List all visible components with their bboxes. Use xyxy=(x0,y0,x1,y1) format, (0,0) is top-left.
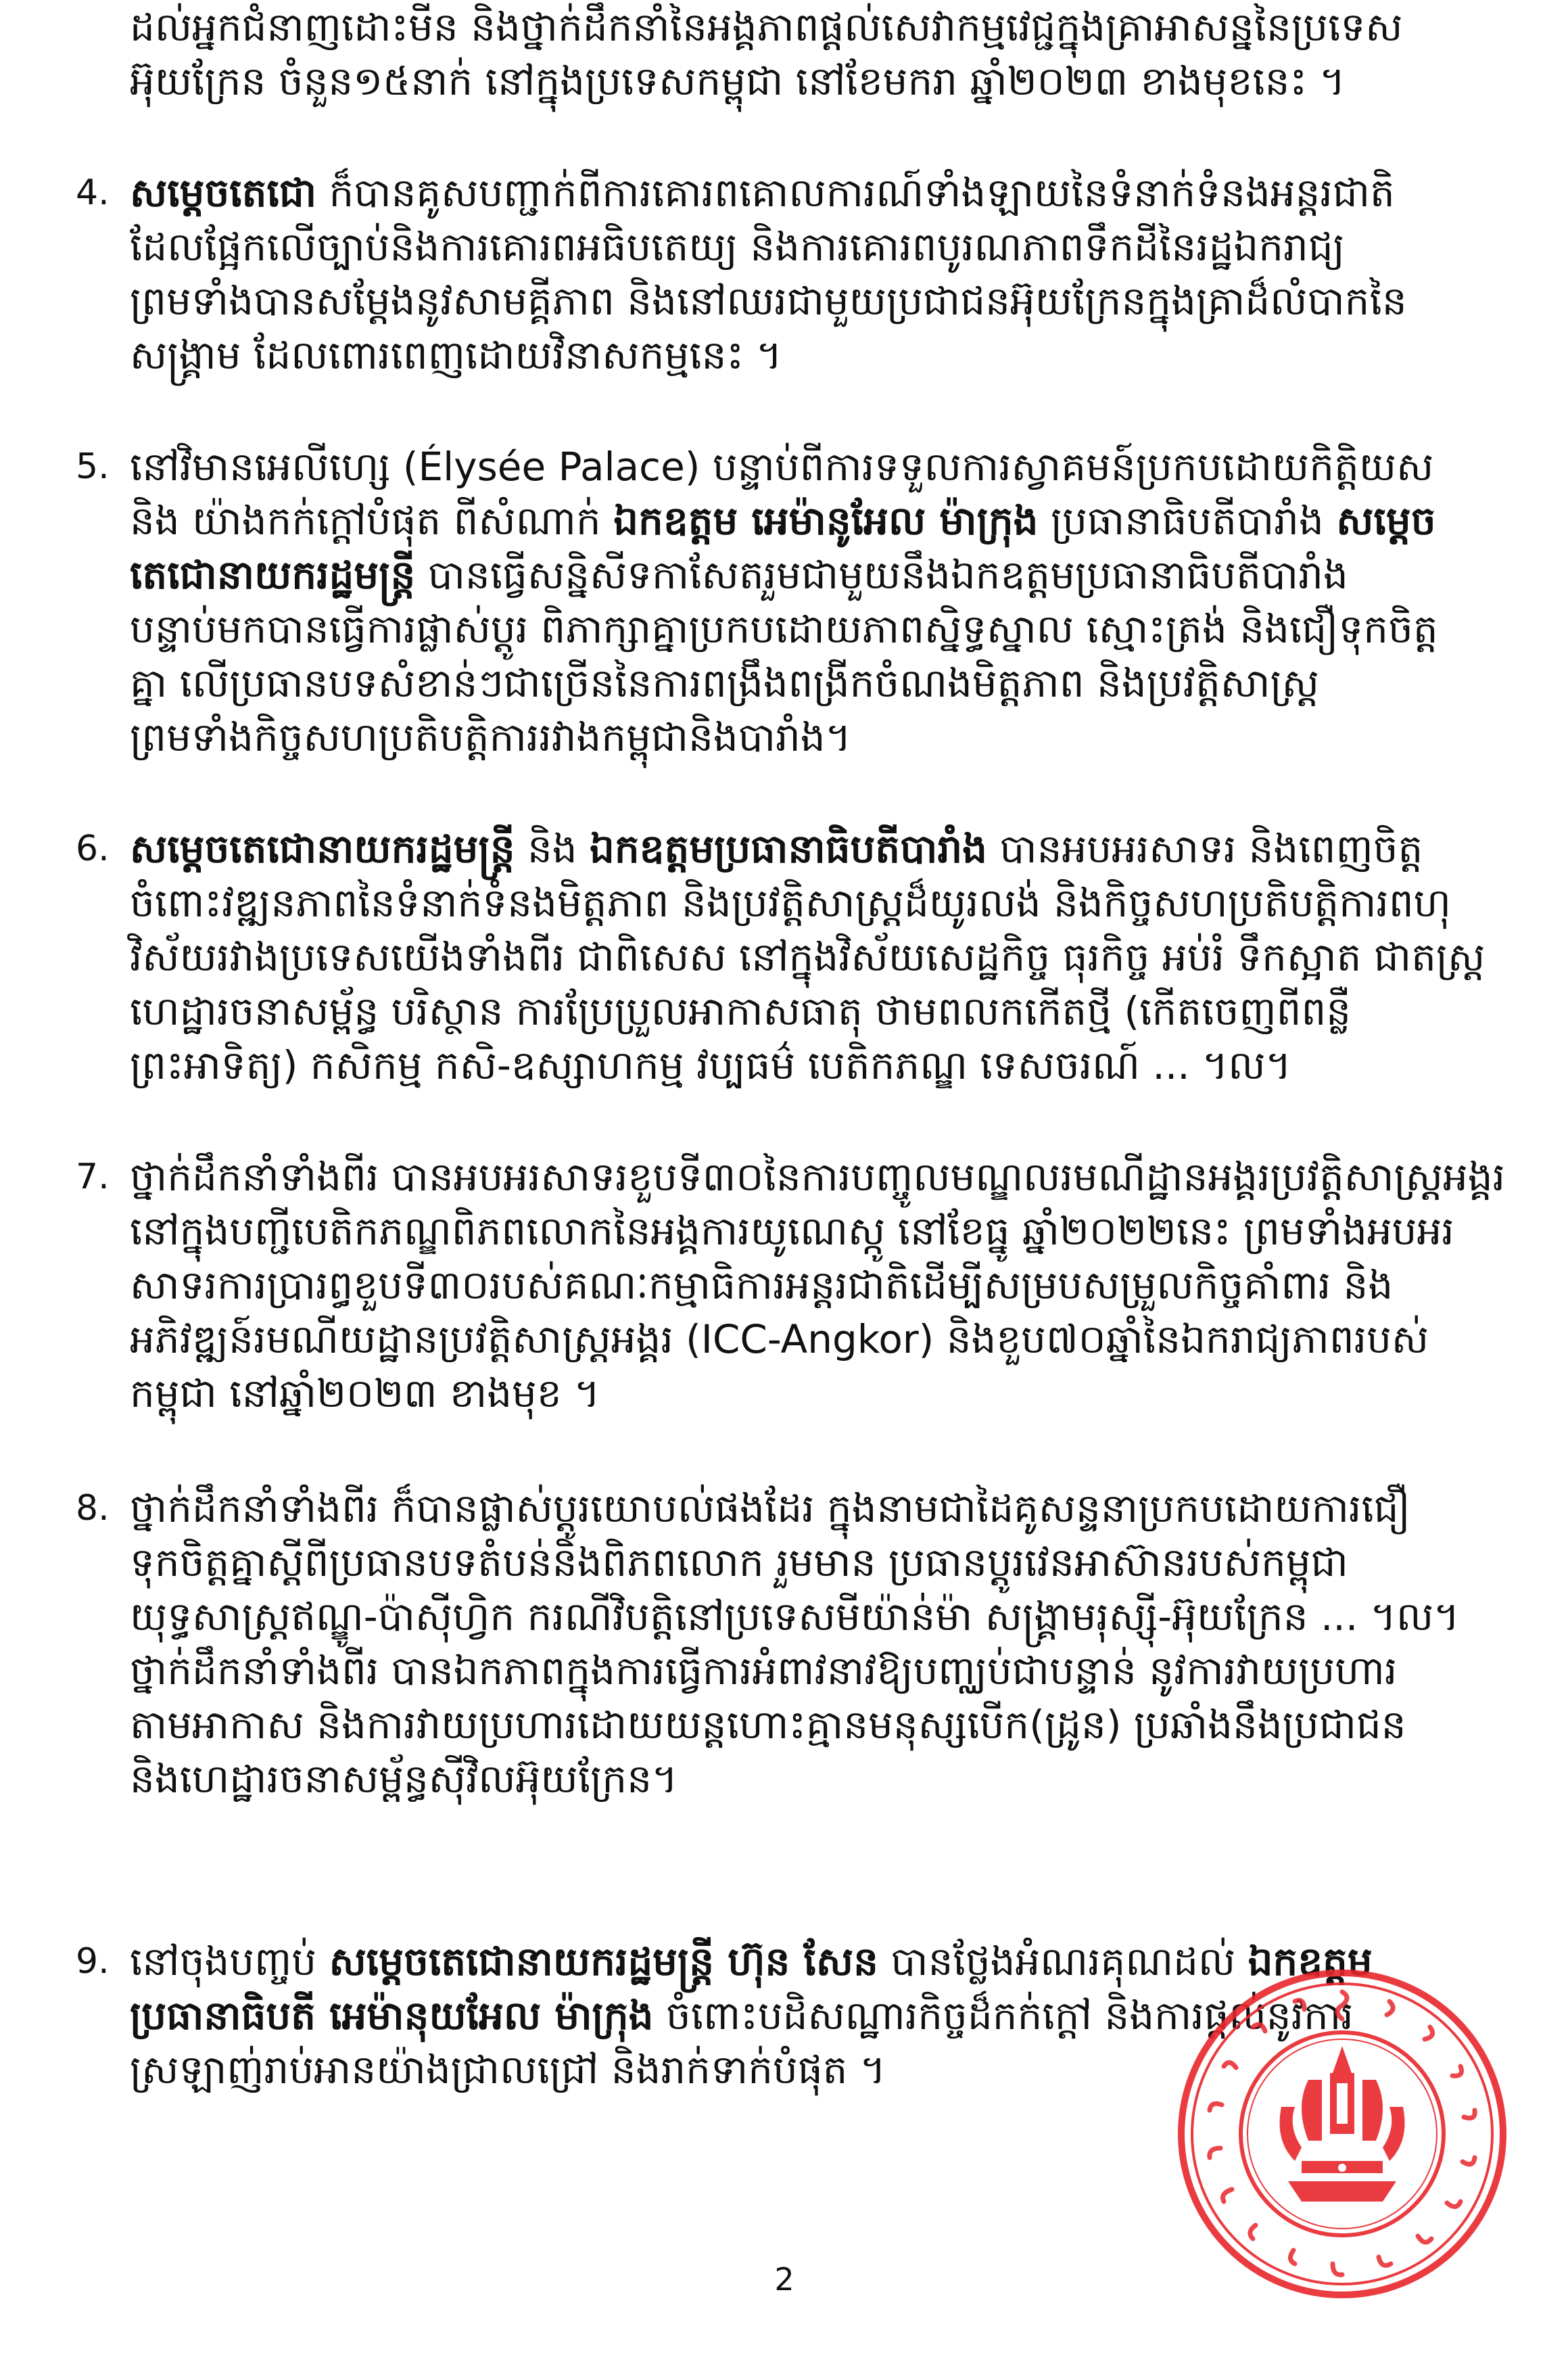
item-text: ចំពោះបដិសណ្ឋារកិច្ចដ៏កក់ក្ដៅ និងការផ្ដល់នូវការ xyxy=(653,1993,1354,2039)
item-line xyxy=(130,2043,886,2097)
item-line xyxy=(130,1204,1454,1258)
item-number: 5. xyxy=(76,446,110,487)
item-line xyxy=(130,1038,1291,1092)
item-line xyxy=(130,822,1423,876)
item-text: តាមអាកាស និងការវាយប្រហារដោយយន្តហោះគ្មានមនុស្សបើក(ដ្រូន) ប្រឆាំងនឹងប្រជាជន xyxy=(130,1702,1406,1748)
intro-line xyxy=(130,54,1346,108)
bold-phrase: សម្ដេចតេជោ xyxy=(130,170,317,216)
item-text: ថ្នាក់ដឹកនាំទាំងពីរ បានឯកភាពក្នុងការធ្វើការអំពាវនាវឱ្យបញ្ឈប់ជាបន្ទាន់ នូវការវាយប្រហារ xyxy=(130,1648,1398,1694)
item-number: 4. xyxy=(76,172,110,213)
item-line xyxy=(130,328,782,382)
item-text: ស្រឡាញ់រាប់អានយ៉ាងជ្រាលជ្រៅ និងរាក់ទាក់បំផុត ។ xyxy=(130,2047,886,2093)
item-text: អភិវឌ្ឍន៍រមណីយដ្ឋានប្រវត្តិសាស្ត្រអង្គរ (ICC-Angkor) និងខួប៧០ឆ្នាំនៃឯករាជ្យភាពរបស់ xyxy=(130,1316,1429,1362)
item-line xyxy=(130,220,1345,274)
bold-phrase: សម្ដេចតេជោនាយករដ្ឋមន្ត្រី xyxy=(130,826,515,872)
item-line xyxy=(130,1589,1459,1644)
item-line xyxy=(130,710,851,764)
item-text: នៅក្នុងបញ្ជីបេតិកភណ្ឌពិភពលោកនៃអង្គការយូណេស្កូ នៅខែធ្នូ ឆ្នាំ២០២២នេះ ព្រមទាំងអបអរ xyxy=(130,1208,1454,1254)
item-text: យុទ្ធសាស្ត្រឥណ្ឌូ-ប៉ាស៊ីហ្វិក ករណីវិបត្តិនៅប្រទេសមីយ៉ាន់ម៉ា សង្គ្រាមរុស្ស៊ី-អ៊ុយក្រែន ... ។ល។ xyxy=(130,1594,1460,1640)
item-text: បានថ្លែងអំណរគុណដល់ xyxy=(878,1938,1248,1984)
item-text: ព្រមទាំងបានសម្ដែងនូវសាមគ្គីភាព និងនៅឈរជាមួយប្រជាជនអ៊ុយក្រែនក្នុងគ្រាដ៏លំបាកនៃ xyxy=(130,278,1407,324)
item-text: បានអបអរសាទរ និងពេញចិត្ត xyxy=(987,826,1423,872)
item-line xyxy=(130,1481,1410,1535)
item-text: ដែលផ្អែកលើច្បាប់និងការគោរពអធិបតេយ្យ និងការគោរពបូរណភាពទឹកដីនៃរដ្ឋឯករាជ្យ xyxy=(130,224,1345,270)
item-line xyxy=(130,1258,1393,1312)
page-number: 2 xyxy=(774,2261,794,2298)
item-text: ថ្នាក់ដឹកនាំទាំងពីរ ក៏បានផ្លាស់ប្ដូរយោបល់ផងដែរ ក្នុងនាមជាដៃគូសន្ទនាប្រកបដោយការជឿ xyxy=(130,1485,1410,1531)
item-text: នៅវិមានអេលីហ្សេ (Élysée Palace) បន្ទាប់ពីការទទួលការស្វាគមន៍ប្រកបដោយកិត្តិយស xyxy=(130,444,1434,490)
item-text: ប្រធានាធិបតីបារាំង xyxy=(1038,498,1337,544)
item-line xyxy=(130,1150,1505,1204)
intro-line xyxy=(130,0,1425,54)
item-line xyxy=(130,930,1485,984)
item-line xyxy=(130,876,1451,930)
item-line xyxy=(130,1698,1406,1752)
item-text: ព្រមទាំងកិច្ចសហប្រតិបត្តិការរវាងកម្ពុជានិងបារាំង។ xyxy=(130,714,851,760)
item-text: វិស័យរវាងប្រទេសយើងទាំងពីរ ជាពិសេស នៅក្នុងវិស័យសេដ្ឋកិច្ច ធុរកិច្ច អប់រំ ទឹកស្អាត ជាតស្ត្រ xyxy=(130,934,1486,980)
item-line xyxy=(130,1312,1429,1366)
bold-phrase: ឯកឧត្តមប្រធានាធិបតីបារាំង xyxy=(590,826,987,872)
bold-phrase: តេជោនាយករដ្ឋមន្ត្រី xyxy=(130,552,416,598)
bold-phrase: ឯកឧត្តម អេម៉ានូអែល ម៉ាក្រុង xyxy=(613,498,1039,544)
intro-text: ដល់អ្នកជំនាញដោះមីន និងថ្នាក់ដឹកនាំនៃអង្គភាពផ្ដល់សេវាកម្មវេជ្ជក្នុងគ្រាអាសន្ននៃប្រទេស xyxy=(130,4,1403,50)
item-number: 8. xyxy=(76,1488,110,1529)
item-text: ថ្នាក់ដឹកនាំទាំងពីរ បានអបអរសាទរខួបទី៣០នៃការបញ្ចូលមណ្ឌលរមណីដ្ឋានអង្គរប្រវត្តិសាស្ត្រអង្គរ xyxy=(130,1154,1505,1200)
item-text: និង xyxy=(515,826,590,872)
item-text: និង យ៉ាងកក់ក្ដៅបំផុត ពីសំណាក់ xyxy=(130,498,614,544)
item-line xyxy=(130,1989,1354,2043)
item-line xyxy=(130,602,1438,656)
item-text: កម្ពុជា នៅឆ្នាំ២០២៣ ខាងមុខ ។ xyxy=(130,1370,600,1416)
item-text: ហេដ្ឋារចនាសម្ព័ន្ធ បរិស្ថាន ការប្រែប្រួលអាកាសធាតុ ថាមពលកកើតថ្មី (កើតចេញពីពន្លឺ xyxy=(130,988,1352,1034)
item-text: សាទរការប្រារព្ធខួបទី៣០របស់គណៈកម្មាធិការអន្តរជាតិដើម្បីសម្របសម្រួលកិច្ចគាំពារ និង xyxy=(130,1262,1394,1308)
item-text: និងហេដ្ឋារចនាសម្ព័ន្ធស៊ីវិលអ៊ុយក្រែន។ xyxy=(130,1756,678,1802)
item-line xyxy=(130,984,1351,1038)
item-text: ទុកចិត្តគ្នាស្ដីពីប្រធានបទតំបន់និងពិភពលោក រួមមាន ប្រធានប្ដូរវេនអាស៊ានរបស់កម្ពុជា xyxy=(130,1539,1348,1585)
item-text: នៅចុងបញ្ចប់ xyxy=(130,1938,329,1984)
item-text: បន្ទាប់មកបានធ្វើការផ្លាស់ប្ដូរ ពិភាក្សាគ្នាប្រកបដោយភាពស្និទ្ធស្នាល ស្មោះត្រង់ និងជឿទុកចិត្ត xyxy=(130,606,1438,652)
bold-phrase: ប្រធានាធិបតី អេម៉ានុយអែល ម៉ាក្រុង xyxy=(130,1993,654,2039)
item-line xyxy=(130,656,1319,710)
item-line xyxy=(130,166,1395,220)
item-line xyxy=(130,440,1433,494)
item-line xyxy=(130,1535,1348,1589)
item-line xyxy=(130,1366,600,1420)
item-line xyxy=(130,494,1436,548)
item-number: 7. xyxy=(76,1157,110,1197)
item-line xyxy=(130,1644,1397,1698)
item-line xyxy=(130,548,1348,602)
bold-phrase: សម្ដេច xyxy=(1336,498,1436,544)
bold-phrase: ឯកឧត្តម xyxy=(1248,1938,1373,1984)
royal-government-seal-icon xyxy=(1173,1965,1511,2303)
item-line xyxy=(130,274,1407,328)
bold-phrase: សម្ដេចតេជោនាយករដ្ឋមន្ត្រី ហ៊ុន សែន xyxy=(329,1938,878,1984)
item-text: ចំពោះវឌ្ឍនភាពនៃទំនាក់ទំនងមិត្តភាព និងប្រវត្តិសាស្ត្រដ៏យូរលង់ និងកិច្ចសហប្រតិបត្តិការពហុ xyxy=(130,880,1451,926)
intro-text: អ៊ុយក្រែន ចំនួន១៥នាក់ នៅក្នុងប្រទេសកម្ពុជា នៅខែមករា ឆ្នាំ២០២៣ ខាងមុខនេះ ។ xyxy=(130,58,1346,104)
item-number: 9. xyxy=(76,1941,110,1982)
item-line xyxy=(130,1752,678,1806)
item-text: សង្គ្រាម ដែលពោរពេញដោយវិនាសកម្មនេះ ។ xyxy=(130,332,782,378)
item-text: បានធ្វើសន្និសីទកាសែតរួមជាមួយនឹងឯកឧត្តមប្រធានាធិបតីបារាំង xyxy=(415,552,1348,598)
item-text: ព្រះអាទិត្យ) កសិកម្ម កសិ-ឧស្សាហកម្ម វប្បធម៌ បេតិកភណ្ឌ ទេសចរណ៍ ... ។ល។ xyxy=(130,1042,1291,1088)
item-number: 6. xyxy=(76,829,110,869)
item-text: គ្នា លើប្រធានបទសំខាន់ៗជាច្រើននៃការពង្រឹងពង្រីកចំណងមិត្តភាព និងប្រវត្តិសាស្ត្រ xyxy=(130,660,1320,706)
item-text: ក៏បានគូសបញ្ជាក់ពីការគោរពគោលការណ៍ទាំងឡាយនៃទំនាក់ទំនងអន្តរជាតិ xyxy=(316,170,1395,216)
